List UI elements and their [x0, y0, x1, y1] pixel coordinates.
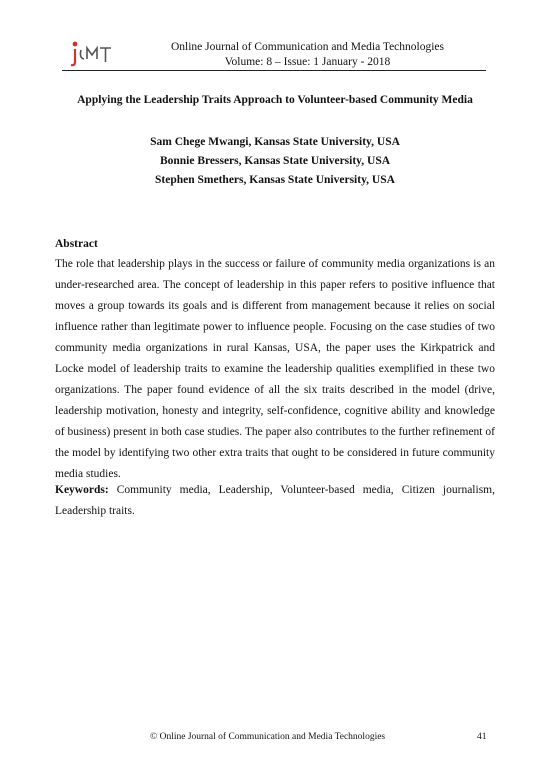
header-rule — [62, 70, 486, 71]
footer-copyright: © Online Journal of Communication and Media Technologies — [150, 732, 386, 742]
keywords-paragraph — [55, 480, 495, 522]
journal-header — [130, 40, 485, 70]
keywords-label: Keywords: — [55, 484, 109, 496]
page-number: 41 — [477, 732, 487, 742]
journal-name: Online Journal of Communication and Media Technologies — [170, 41, 444, 53]
author-line: Stephen Smethers, Kansas State University, USA — [155, 174, 395, 186]
journal-logo — [67, 38, 119, 68]
keywords-text: Community media, Leadership, Volunteer-based media, Citizen journalism, Leadership traits. — [55, 484, 495, 517]
author-list — [55, 133, 495, 190]
abstract-heading: Abstract — [55, 238, 98, 250]
abstract-text: The role that leadership plays in the success or failure of community media organizations is an under-researched area. The concept of leadership in this paper refers to positive influence that moves a group towards its goals and is different from management because it relies on social influence rather than legitimate power to influence people. Focusing on the case studies of two community media organizations in rural Kansas, USA, the paper uses the Kirkpatrick and Locke model of leadership traits to examine the leadership qualities exemplified in these two organizations. The paper found evidence of all the six traits described in the model (drive, leadership motivation, honesty and integrity, self-confidence, cognitive ability and knowledge of business) present in both case studies. The paper also contributes to the further refinement of the model by identifying two other extra traits that ought to be considered in future community media studies. — [55, 258, 495, 480]
journal-volume: Volume: 8 – Issue: 1 January - 2018 — [224, 56, 391, 68]
paper-title: Applying the Leadership Traits Approach to Volunteer-based Community Media — [77, 94, 473, 106]
author-line: Bonnie Bressers, Kansas State University, USA — [159, 155, 391, 167]
author-line: Sam Chege Mwangi, Kansas State University, USA — [150, 136, 400, 148]
